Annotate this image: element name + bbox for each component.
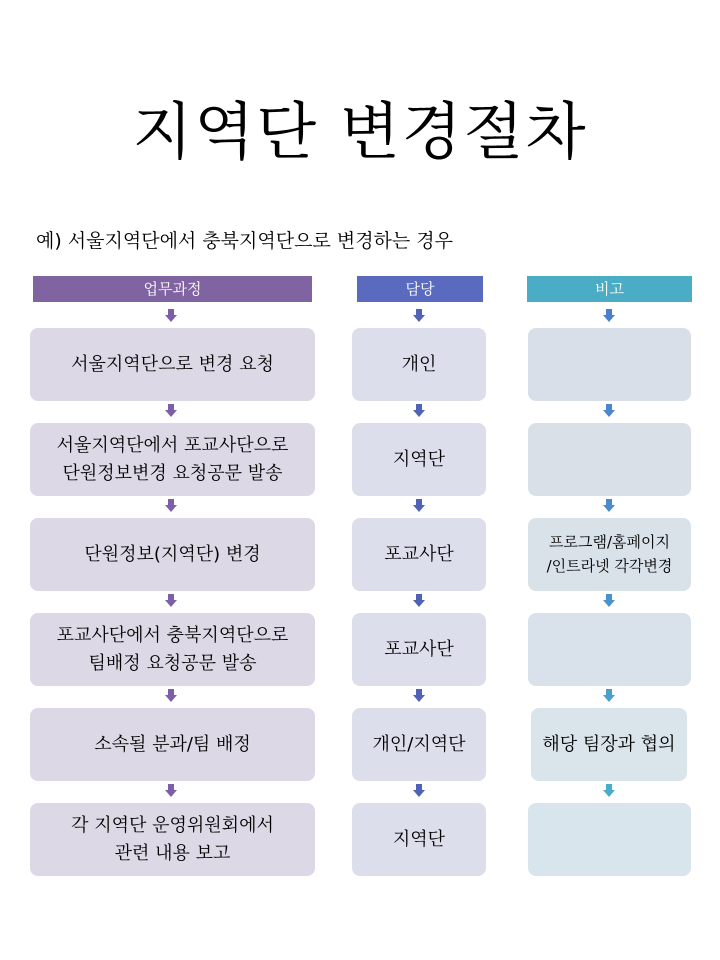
process-step-line: 단원정보(지역단) 변경 — [84, 543, 261, 565]
owner-arrow-icon — [413, 594, 425, 608]
process-step-box — [30, 803, 315, 876]
note-arrow-icon — [603, 784, 615, 798]
owner-arrow-icon — [413, 784, 425, 798]
note-box — [528, 613, 691, 686]
process-step-box — [30, 708, 315, 781]
process-step-line: 소속될 분과/팀 배정 — [94, 733, 251, 755]
process-step-line: 서울지역단으로 변경 요청 — [71, 353, 274, 375]
note-column-header: 비고 — [527, 276, 692, 302]
note-arrow-icon — [603, 499, 615, 513]
process-step-box — [30, 423, 315, 496]
process-step-line: 팀배정 요청공문 발송 — [88, 652, 257, 674]
owner-arrow-icon — [413, 404, 425, 418]
note-box — [528, 518, 691, 591]
process-step-box — [30, 518, 315, 591]
note-box — [528, 423, 691, 496]
process-arrow-icon — [165, 499, 177, 513]
process-step-line: 관련 내용 보고 — [114, 842, 231, 864]
note-arrow-icon — [603, 689, 615, 703]
process-arrow-icon — [165, 404, 177, 418]
owner-box: 개인 — [352, 328, 486, 401]
owner-box: 포교사단 — [352, 613, 486, 686]
owner-column-header: 담당 — [357, 276, 483, 302]
owner-arrow-icon — [413, 689, 425, 703]
process-column-header: 업무과정 — [33, 276, 312, 302]
owner-box: 지역단 — [352, 423, 486, 496]
note-arrow-icon — [603, 404, 615, 418]
process-arrow-icon — [165, 689, 177, 703]
page-title: 지역단 변경절차 — [132, 95, 588, 168]
process-step-line: 각 지역단 운영위원회에서 — [71, 814, 274, 836]
owner-box: 개인/지역단 — [352, 708, 486, 781]
example-caption: 예) 서울지역단에서 충북지역단으로 변경하는 경우 — [36, 230, 454, 252]
note-line: 프로그램/홈페이지 — [549, 533, 670, 552]
process-step-line: 포교사단에서 충북지역단으로 — [56, 624, 289, 646]
owner-box: 포교사단 — [352, 518, 486, 591]
process-arrow-icon — [165, 594, 177, 608]
process-step-line: 단원정보변경 요청공문 발송 — [62, 462, 283, 484]
note-arrow-icon — [603, 594, 615, 608]
process-step-box — [30, 613, 315, 686]
note-box — [531, 708, 687, 781]
process-arrow-icon — [165, 784, 177, 798]
owner-arrow-icon — [413, 309, 425, 323]
process-step-line: 서울지역단에서 포교사단으로 — [56, 434, 289, 456]
process-step-box — [30, 328, 315, 401]
note-line: /인트라넷 각각변경 — [546, 556, 673, 575]
process-arrow-icon — [165, 309, 177, 323]
owner-arrow-icon — [413, 499, 425, 513]
note-line: 해당 팀장과 협의 — [542, 733, 676, 755]
note-box — [528, 803, 691, 876]
note-box — [528, 328, 691, 401]
owner-box: 지역단 — [352, 803, 486, 876]
note-arrow-icon — [603, 309, 615, 323]
